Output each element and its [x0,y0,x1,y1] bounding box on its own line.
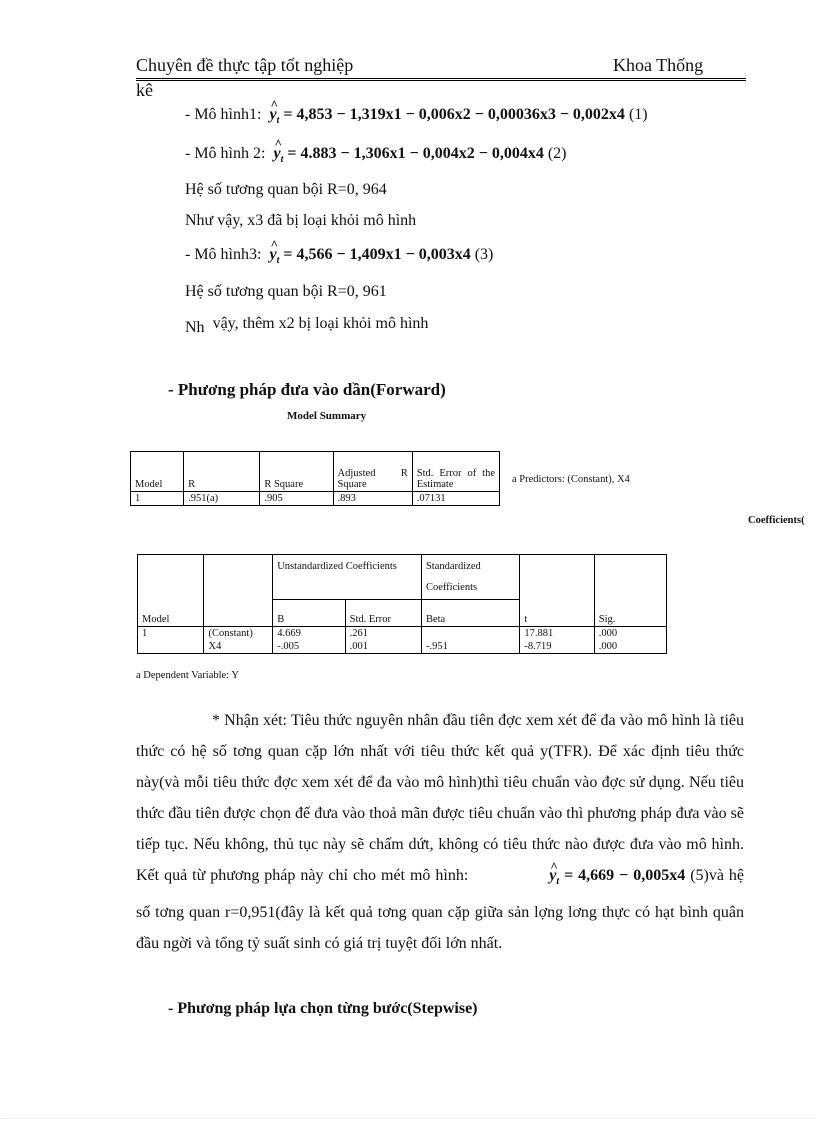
model-2-prefix: - Mô hình 2: [185,145,266,162]
stepwise-title: - Phương pháp lựa chọn từng bước(Stepwise) [168,1000,478,1017]
yhat-symbol: ^ $y_t$ [269,106,279,126]
model-3-number: (3) [474,246,494,263]
model-2-equation: = 4.883 − 1,306x1 − 0,004x2 − 0,004x4 [287,145,544,162]
comment-text-1: * Nhận xét: Tiêu thức nguyên nhân đầu tiên đợc xem xét để đa vào mô hình là tiêu thức có hệ số tơng quan cặp lớn nhất với tiêu thức kết quả y(TFR). Để xác định tiêu thức này(và mỗi tiêu thức đợc xem xét để đa vào mô hình)thì tiêu chuẩn vào đợc sử dụng. Nếu tiêu thức đầu tiên được chọn để đưa vào thoả mãn được tiêu chuẩn vào thì phương pháp đưa vào sẽ tiếp tục. Nếu không, thủ tục này sẽ chấm dứt, không có tiêu thức nào được đưa vào mô hình. Kết quả từ phương pháp này chỉ cho mét mô hình: [136,712,744,884]
model-3-prefix: - Mô hình3: [185,246,262,263]
note-x3-removed: Như vậy, x3 đã bị loại khỏi mô hình [185,212,417,229]
ms-header-rsq: R Square [260,452,333,492]
coef-cell: -.951 [421,640,519,654]
ms-cell-model: 1 [131,492,184,506]
coef-cell: -8.719 [520,640,594,654]
coef-header-t: t [520,555,594,627]
coef-footnote: a Dependent Variable: Y [136,670,239,681]
model-1-prefix: - Mô hình1: [185,106,262,123]
coefficients-title: Coefficients( [748,515,805,526]
ms-cell-stderr: .07131 [412,492,499,506]
coef-header-beta: Beta [421,600,519,627]
coef-cell: 1 [138,627,204,641]
coef-cell: .261 [345,627,421,641]
ms-cell-r: .951(a) [184,492,260,506]
ms-header-adjrsq: Adjusted R Square [333,452,412,492]
header-overflow: kê [136,80,153,100]
coef-cell: 17.881 [520,627,594,641]
coef-cell: -.005 [273,640,345,654]
r-multiple-1: Hệ số tương quan bội R=0, 964 [185,181,387,198]
coef-header-model: Model [138,555,204,627]
ms-cell-rsq: .905 [260,492,333,506]
forward-title: - Phương pháp đưa vào dần(Forward) [168,380,446,399]
coef-cell: 4.669 [273,627,345,641]
header-left: Chuyên đề thực tập tốt nghiệp [136,55,354,75]
coef-header-sig: Sig. [594,555,666,627]
model-2-line [185,145,566,165]
coef-cell: .001 [345,640,421,654]
model-1-number: (1) [628,106,648,123]
yhat-symbol: ^ $y_t$ [273,145,283,165]
ms-footnote: a Predictors: (Constant), X4 [512,474,630,485]
yhat-symbol: ^ $y_t$ [269,246,279,266]
model-1-line [185,106,648,126]
coef-cell [138,640,204,654]
header-rule [136,78,746,81]
coef-cell: .000 [594,627,666,641]
coef-cell: .000 [594,640,666,654]
header-right: Khoa Thống [613,55,704,75]
ms-header-stderr: Std. Error of the Estimate [412,452,499,492]
coef-cell: X4 [204,640,273,654]
comment-equation: = 4,669 − 0,005x4 [564,867,686,884]
coef-header-var [204,555,273,627]
coef-header-std: Standardized Coefficients [421,555,519,600]
yhat-symbol: ^ $y_t$ [473,860,559,897]
coef-header-se: Std. Error [345,600,421,627]
model-3-line [185,246,493,266]
coef-header-unstd: Unstandardized Coefficients [273,555,422,600]
r-multiple-2: Hệ số tương quan bội R=0, 961 [185,283,387,300]
ms-cell-adjrsq: .893 [333,492,412,506]
note-x2-removed: Nh vậy, thêm x2 bị loại khỏi mô hình [185,315,429,336]
coef-cell: (Constant) [204,627,273,641]
coefficients-table [137,554,667,654]
model-2-number: (2) [547,145,567,162]
page-bottom-dotline [0,1118,816,1119]
coef-cell [421,627,519,641]
model-1-equation: = 4,853 − 1,319x1 − 0,006x2 − 0,00036x3 − 0,002x4 [283,106,625,123]
ms-header-r: R [184,452,260,492]
coef-header-b: B [273,600,345,627]
ms-header-model: Model [131,452,184,492]
comment-paragraph [136,705,744,959]
comment-text-2: (5)và hệ số tơng quan r=0,951(đây là kết quả tơng quan cặp giữa sản lợng lơng thực có hạt bình quân đầu ngời và tổng tỷ suất sinh có giá trị tuyệt đối lớn nhất. [136,867,745,953]
model-summary-title: Model Summary [287,410,367,422]
model-summary-table [130,451,500,506]
model-3-equation: = 4,566 − 1,409x1 − 0,003x4 [283,246,471,263]
